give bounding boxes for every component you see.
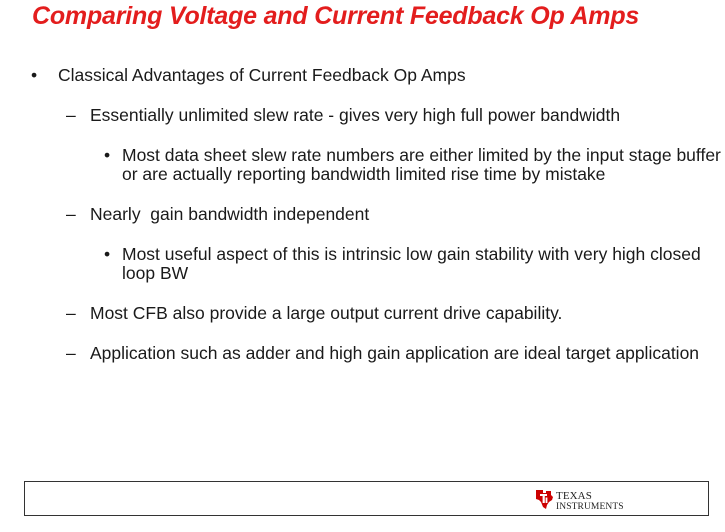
bullet-marker: • [104, 145, 111, 165]
sub-bullet-slew-rate: Essentially unlimited slew rate - gives very high full power bandwidth [90, 105, 621, 125]
dash-marker: – [66, 343, 76, 363]
texas-instruments-logo [534, 488, 634, 514]
sub-bullet-applications: Application such as adder and high gain application are ideal target application [90, 343, 700, 363]
bullet-classical-advantages: Classical Advantages of Current Feedback Op Amps [58, 65, 466, 85]
logo-text-line2: INSTRUMENTS [556, 502, 624, 512]
dash-marker: – [66, 105, 76, 125]
ti-state-icon [534, 488, 554, 510]
slide-title: Comparing Voltage and Current Feedback Op Amps [32, 2, 640, 30]
dash-marker: – [66, 303, 76, 323]
bullet-marker: • [104, 244, 111, 264]
detail-stability-line2: loop BW [122, 263, 189, 283]
logo-text-line1: TEXAS [556, 490, 592, 502]
detail-slew-rate-line2: or are actually reporting bandwidth limited rise time by mistake [122, 164, 606, 184]
detail-slew-rate-line1: Most data sheet slew rate numbers are either limited by the input stage buffer [122, 145, 721, 165]
bullet-marker: • [31, 65, 38, 85]
sub-bullet-gain-bandwidth: Nearly gain bandwidth independent [90, 204, 370, 224]
detail-stability-line1: Most useful aspect of this is intrinsic low gain stability with very high closed [122, 244, 701, 264]
dash-marker: – [66, 204, 76, 224]
sub-bullet-output-drive: Most CFB also provide a large output current drive capability. [90, 303, 563, 323]
